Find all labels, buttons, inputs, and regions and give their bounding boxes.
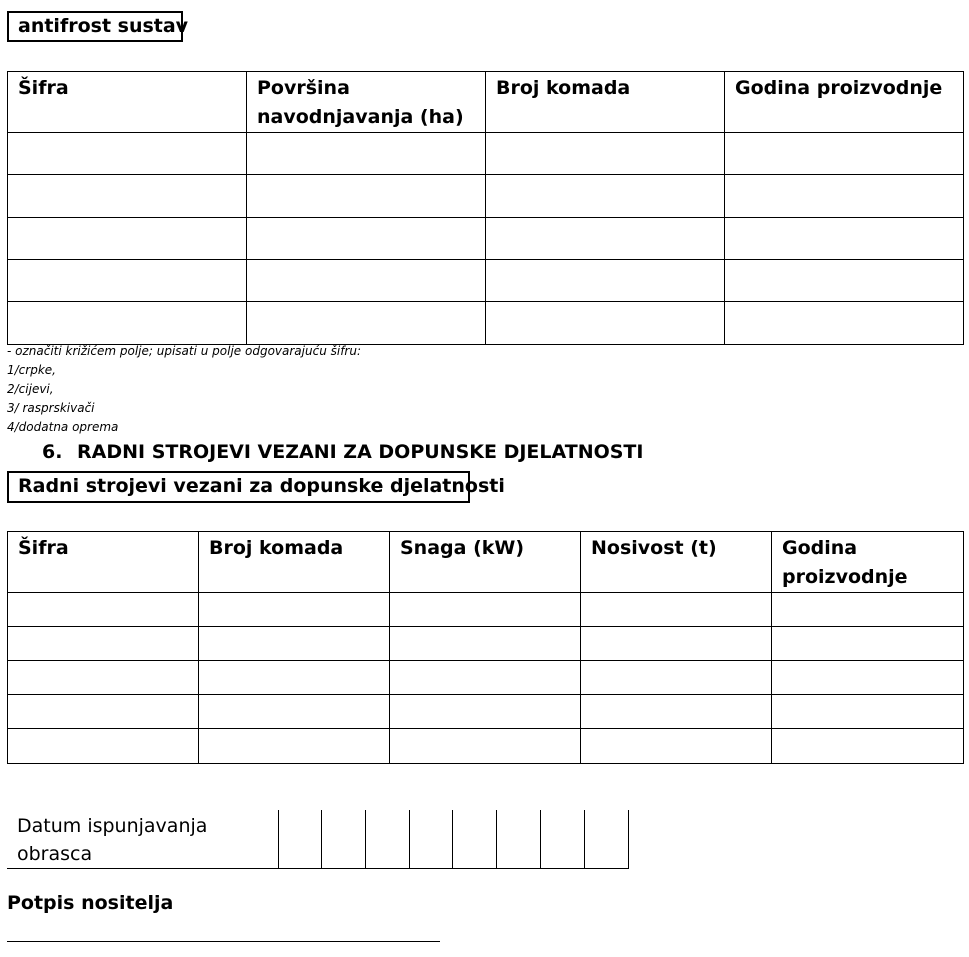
input-cell[interactable] — [8, 302, 247, 345]
header-godina-proizvodnje: Godina proizvodnje — [725, 72, 964, 133]
input-cell[interactable] — [486, 260, 725, 302]
section-heading: RADNI STROJEVI VEZANI ZA DOPUNSKE DJELATNOSTI — [77, 441, 644, 463]
header-snaga: Snaga (kW) — [390, 532, 581, 593]
input-cell[interactable] — [8, 661, 199, 695]
table-row — [8, 661, 964, 695]
date-digit-cell[interactable] — [278, 810, 321, 869]
date-digit-cell[interactable] — [584, 810, 628, 869]
header-godina-proizvodnje: Godina proizvodnje — [772, 532, 964, 593]
input-cell[interactable] — [581, 695, 772, 729]
date-label: Datum ispunjavanja obrasca — [7, 810, 278, 869]
table-row — [8, 218, 964, 260]
input-cell[interactable] — [8, 133, 247, 175]
table-row — [8, 302, 964, 345]
input-cell[interactable] — [247, 175, 486, 218]
note-code-1: 1/crpke, — [7, 363, 56, 377]
date-digit-cell[interactable] — [540, 810, 584, 869]
input-cell[interactable] — [486, 218, 725, 260]
antifrost-table — [7, 71, 964, 345]
input-cell[interactable] — [247, 218, 486, 260]
input-cell[interactable] — [8, 218, 247, 260]
input-cell[interactable] — [199, 729, 390, 764]
input-cell[interactable] — [199, 695, 390, 729]
input-cell[interactable] — [725, 218, 964, 260]
table-row — [8, 133, 964, 175]
input-cell[interactable] — [725, 302, 964, 345]
header-povrsina: Površina navodnjavanja (ha) — [247, 72, 486, 133]
input-cell[interactable] — [8, 627, 199, 661]
input-cell[interactable] — [725, 133, 964, 175]
input-cell[interactable] — [199, 661, 390, 695]
table-row — [8, 260, 964, 302]
header-sifra: Šifra — [8, 72, 247, 133]
input-cell[interactable] — [390, 593, 581, 627]
table-row — [8, 695, 964, 729]
section-number: 6. — [42, 441, 63, 463]
table-row — [8, 593, 964, 627]
input-cell[interactable] — [390, 661, 581, 695]
input-cell[interactable] — [581, 593, 772, 627]
input-cell[interactable] — [390, 729, 581, 764]
table-row — [8, 729, 964, 764]
input-cell[interactable] — [725, 260, 964, 302]
note-code-2: 2/cijevi, — [7, 382, 54, 396]
date-digit-cell[interactable] — [496, 810, 540, 869]
input-cell[interactable] — [725, 175, 964, 218]
date-digit-cell[interactable] — [321, 810, 365, 869]
input-cell[interactable] — [199, 627, 390, 661]
date-digit-cell[interactable] — [409, 810, 452, 869]
input-cell[interactable] — [199, 593, 390, 627]
input-cell[interactable] — [486, 133, 725, 175]
signature-line[interactable] — [7, 941, 440, 942]
input-cell[interactable] — [390, 695, 581, 729]
input-cell[interactable] — [8, 175, 247, 218]
table-row — [8, 175, 964, 218]
input-cell[interactable] — [390, 627, 581, 661]
input-cell[interactable] — [581, 627, 772, 661]
note-code-3: 3/ rasprskivači — [7, 401, 95, 415]
input-cell[interactable] — [486, 175, 725, 218]
input-cell[interactable] — [8, 593, 199, 627]
input-cell[interactable] — [8, 729, 199, 764]
input-cell[interactable] — [772, 627, 964, 661]
section-box-title: Radni strojevi vezani za dopunske djelatnosti — [7, 471, 470, 503]
note-instruction: - označiti križićem polje; upisati u polje odgovarajuću šifru: — [7, 344, 361, 358]
input-cell[interactable] — [772, 695, 964, 729]
input-cell[interactable] — [247, 133, 486, 175]
header-broj-komada: Broj komada — [486, 72, 725, 133]
header-nosivost: Nosivost (t) — [581, 532, 772, 593]
input-cell[interactable] — [772, 661, 964, 695]
note-code-4: 4/dodatna oprema — [7, 420, 119, 434]
antifrost-title: antifrost sustav — [7, 11, 183, 42]
input-cell[interactable] — [486, 302, 725, 345]
input-cell[interactable] — [772, 593, 964, 627]
date-digit-cell[interactable] — [452, 810, 496, 869]
input-cell[interactable] — [247, 302, 486, 345]
input-cell[interactable] — [8, 695, 199, 729]
header-broj-komada: Broj komada — [199, 532, 390, 593]
input-cell[interactable] — [581, 661, 772, 695]
date-digit-cell[interactable] — [365, 810, 409, 869]
input-cell[interactable] — [581, 729, 772, 764]
header-sifra: Šifra — [8, 532, 199, 593]
input-cell[interactable] — [247, 260, 486, 302]
signature-label: Potpis nositelja — [7, 892, 174, 914]
table-row — [8, 627, 964, 661]
machines-table — [7, 531, 964, 764]
input-cell[interactable] — [8, 260, 247, 302]
input-cell[interactable] — [772, 729, 964, 764]
date-table — [7, 810, 629, 869]
